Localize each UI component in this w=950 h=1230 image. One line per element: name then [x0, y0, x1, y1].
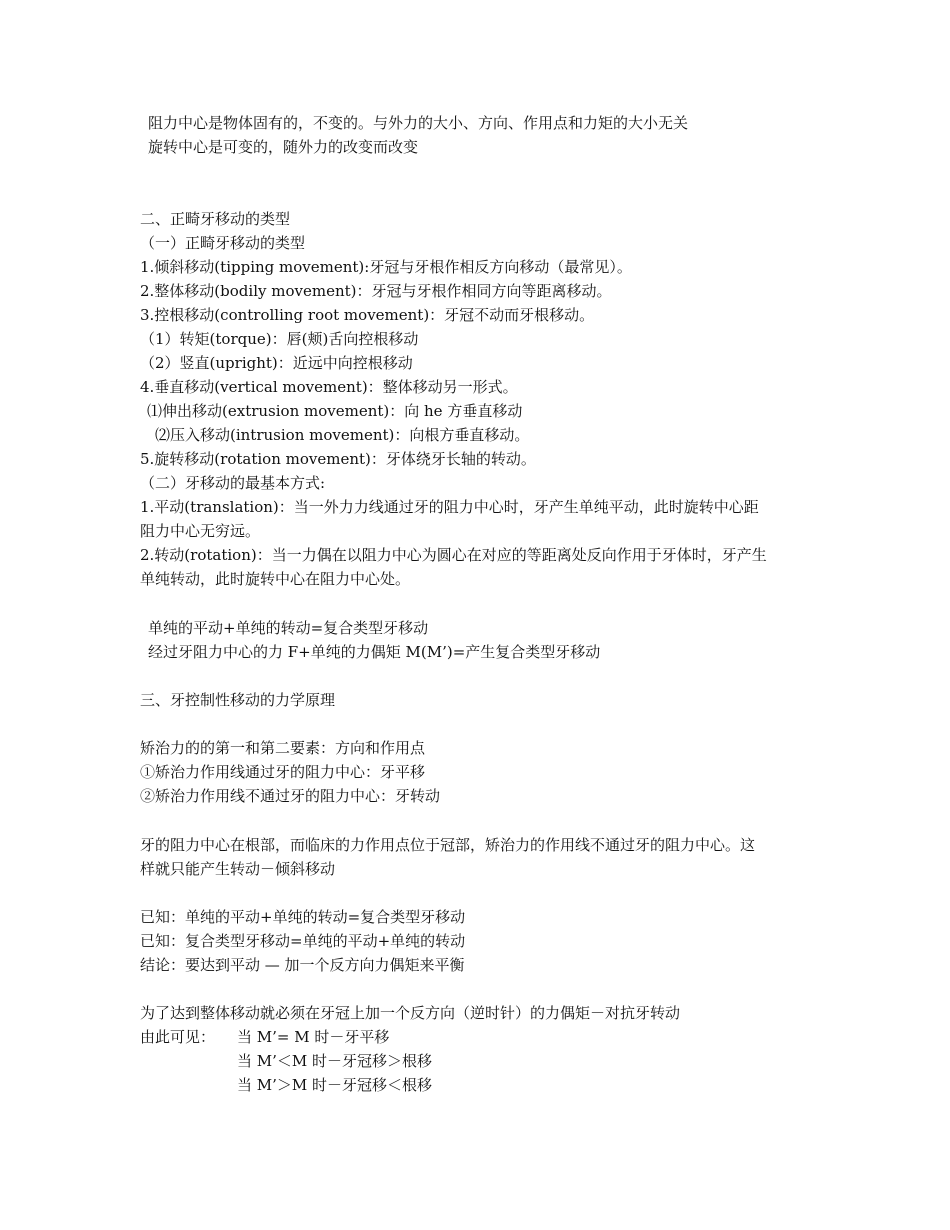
- section-heading: 二、正畸牙移动的类型: [140, 210, 291, 228]
- text-line: 已知：单纯的平动+单纯的转动=复合类型牙移动: [140, 908, 466, 926]
- text-line: 1.倾斜移动(tipping movement):牙冠与牙根作相反方向移动（最常见）。: [140, 258, 632, 276]
- text-line: 单纯的平动+单纯的转动=复合类型牙移动: [148, 619, 429, 637]
- text-line: 当 M’= M 时－牙平移: [237, 1028, 390, 1046]
- text-line: 当 M’＜M 时－牙冠移＞根移: [237, 1052, 433, 1070]
- section-heading: 三、牙控制性移动的力学原理: [140, 691, 336, 709]
- text-line: 3.控根移动(controlling root movement)：牙冠不动而牙根移动。: [140, 306, 595, 324]
- text-line: 5.旋转移动(rotation movement)：牙体绕牙长轴的转动。: [140, 450, 536, 468]
- text-line: 1.平动(translation)：当一外力力线通过牙的阻力中心时，牙产生单纯平动，此时旋转中心距: [140, 498, 759, 516]
- text-line: 2.整体移动(bodily movement)：牙冠与牙根作相同方向等距离移动。: [140, 282, 612, 300]
- text-line: ②矫治力作用线不通过牙的阻力中心：牙转动: [140, 787, 441, 805]
- text-line: 经过牙阻力中心的力 F+单纯的力偶矩 M(M’)=产生复合类型牙移动: [148, 643, 601, 661]
- text-line: 单纯转动，此时旋转中心在阻力中心处。: [140, 570, 411, 588]
- text-line: 矫治力的的第一和第二要素：方向和作用点: [140, 739, 426, 757]
- text-line: 样就只能产生转动－倾斜移动: [140, 860, 336, 878]
- text-line: 已知：复合类型牙移动=单纯的平动+单纯的转动: [140, 932, 466, 950]
- text-line: （1）转矩(torque)：唇(颊)舌向控根移动: [140, 330, 419, 348]
- text-line: 阻力中心无穷远。: [140, 522, 261, 540]
- text-line: ①矫治力作用线通过牙的阻力中心：牙平移: [140, 763, 426, 781]
- text-line: ⑵压入移动(intrusion movement)：向根方垂直移动。: [155, 426, 530, 444]
- subsection-heading: （一）正畸牙移动的类型: [140, 234, 306, 252]
- text-line: （2）竖直(upright)：近远中向控根移动: [140, 354, 413, 372]
- text-line: 当 M’＞M 时－牙冠移＜根移: [237, 1076, 433, 1094]
- text-line: 2.转动(rotation)：当一力偶在以阻力中心为圆心在对应的等距离处反向作用于牙体时，牙产生: [140, 546, 767, 564]
- text-line: 阻力中心是物体固有的，不变的。与外力的大小、方向、作用点和力矩的大小无关: [148, 114, 689, 132]
- text-line: 结论：要达到平动 — 加一个反方向力偶矩来平衡: [140, 956, 465, 974]
- text-line: 旋转中心是可变的，随外力的改变而改变: [148, 138, 419, 156]
- text-line: 由此可见：: [140, 1028, 216, 1046]
- subsection-heading: （二）牙移动的最基本方式:: [140, 474, 326, 492]
- text-line: ⑴伸出移动(extrusion movement)：向 he 方垂直移动: [147, 402, 523, 420]
- text-line: 牙的阻力中心在根部，而临床的力作用点位于冠部，矫治力的作用线不通过牙的阻力中心。这: [140, 836, 756, 854]
- text-line: 4.垂直移动(vertical movement)：整体移动另一形式。: [140, 378, 518, 396]
- text-line: 为了达到整体移动就必须在牙冠上加一个反方向（逆时针）的力偶矩－对抗牙转动: [140, 1004, 681, 1022]
